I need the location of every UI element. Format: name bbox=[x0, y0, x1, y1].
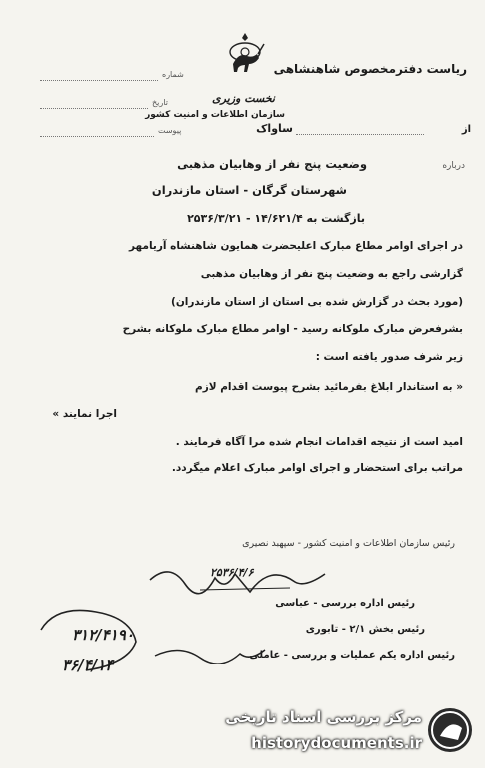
body-line-8: امید است از نتیجه اقدامات انجام شده مرا آگاه فرمایند . bbox=[175, 436, 463, 448]
section-head: رئیس بخش ۲/۱ - تابوری bbox=[305, 624, 425, 635]
body-line-3: (مورد بحث در گزارش شده بی استان از استان مازندران) bbox=[171, 296, 463, 308]
date-label: تاریخ bbox=[152, 98, 168, 107]
date-line bbox=[40, 108, 148, 109]
subject-line1: وضعیت پنج نفر از وهابیان مذهبی bbox=[177, 157, 367, 171]
watermark-logo-icon bbox=[426, 706, 474, 754]
emblem-icon bbox=[220, 30, 270, 78]
department-head: رئیس اداره بررسی - عباسی bbox=[275, 598, 415, 609]
watermark-url: historydocuments.ir bbox=[251, 734, 422, 752]
reference-line: بازگشت به ۱۴/۶۲۱/۴ - ۲۵۳۶/۳/۲۱ bbox=[187, 212, 365, 225]
from-label: از bbox=[461, 124, 471, 135]
body-line-2: گزارشی راجع به وضعیت پنج نفر از وهابیان مذهبی bbox=[200, 268, 463, 280]
body-line-4: بشرفعرض مبارک ملوکانه رسید - اوامر مطاع مبارک ملوکانه بشرح bbox=[122, 323, 463, 335]
attachment-line bbox=[40, 136, 154, 137]
subject-label: درباره bbox=[442, 161, 465, 171]
savak-label: ساواک bbox=[256, 122, 293, 135]
number-line bbox=[40, 80, 158, 81]
from-line bbox=[296, 134, 424, 135]
attachment-label: پیوست bbox=[158, 126, 182, 135]
annotation-2: ۳۱۲/۴۱۹۰ bbox=[72, 626, 134, 644]
body-line-5: زیر شرف صدور یافته است : bbox=[315, 351, 463, 363]
watermark bbox=[190, 702, 480, 762]
handwritten-signature-2 bbox=[150, 644, 270, 664]
header-org-line3: سازمان اطلاعات و امنیت کشور bbox=[145, 110, 285, 120]
number-label: شماره bbox=[162, 70, 184, 79]
office-head: رئیس اداره یکم عملیات و بررسی - عاملی bbox=[249, 650, 455, 661]
header-org-line2: نخست وزیری bbox=[212, 92, 275, 105]
body-line-6: « به استاندار ابلاغ بفرمائید بشرح پیوست اقدام لازم bbox=[195, 381, 463, 393]
body-line-9: مراتب برای استحضار و اجرای اوامر مبارک اعلام میگردد. bbox=[171, 462, 463, 474]
body-line-7: اجرا نمایند » bbox=[52, 408, 117, 420]
annotation-1: ۲۵۳۶/۴/۶ bbox=[210, 566, 254, 579]
subject-line2: شهرستان گرگان - استان مازندران bbox=[151, 183, 347, 197]
header-org-line1: ریاست دفترمخصوص شاهنشاهی bbox=[273, 62, 467, 76]
annotation-3: ۳۶/۴/۱۴ bbox=[62, 656, 114, 674]
signature-note: رئیس سازمان اطلاعات و امنیت کشور - سپهبد نصیری bbox=[242, 538, 455, 549]
body-line-1: در اجرای اوامر مطاع مبارک اعلیحضرت همایون شاهنشاه آریامهر bbox=[129, 240, 463, 252]
watermark-name: مرکز بررسی اسناد تاریخی bbox=[225, 708, 422, 726]
